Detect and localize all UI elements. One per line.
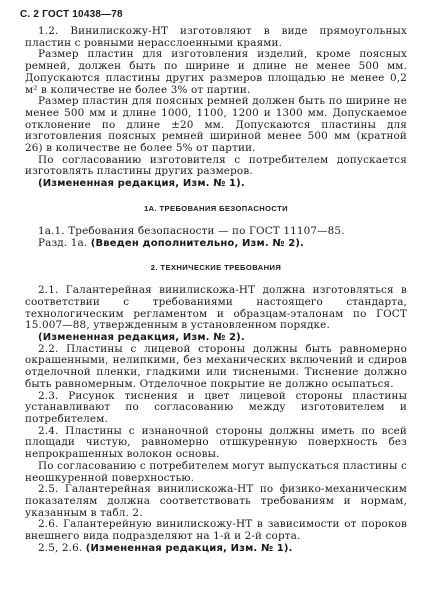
page-header: С. 2 ГОСТ 10438—78 (20, 9, 123, 20)
paragraph-2-1: 2.1. Галантерейная винилискожа-НТ должна изготовляться в соответствии с требованиями настоящего стандарта, технологическим регламентом и образцам-эталонам по ГОСТ 15.007—88, утвержденным в установленном порядке. (25, 284, 407, 332)
section-ref-text: Разд. 1а. (38, 236, 91, 249)
paragraph-2-2: 2.2. Пластины с лицевой стороны должны быть равномерно окрашенными, нелипкими, без механических включений и сдиров отделочной пленки, гладкими или тиснеными. Тиснение должно быть равномерным. Отделочное покрытие не должно осыпаться. (25, 342, 407, 390)
amendment-note-1: (Измененная редакция, Изм. № 1). (38, 178, 245, 190)
paragraph-size-general: Размер пластин для изготовления изделий, кроме поясных ремней, должен быть по ширине и длине не менее 500 мм. Допускаются пластины других размеров площадью не менее 0,2 м² в количестве не более 3% от партии. (25, 48, 407, 96)
amendment-note-2: (Измененная редакция, Изм. № 2). (38, 332, 245, 344)
paragraph-2-5-2-6-note (25, 543, 407, 555)
paragraph-2-6: 2.6. Галантерейную винилискожу-НТ в зависимости от пороков внешнего вида подразделяют на 1-й и 2-й сорта. (25, 518, 407, 543)
section-title-technical: 2. ТЕХНИЧЕСКИЕ ТРЕБОВАНИЯ (150, 263, 282, 273)
document-body (25, 26, 407, 554)
paragraph-2-4: 2.4. Пластины с изнаночной стороны должны иметь по всей площади чистую, равномерно отшкуренную поверхность без непрокрашенных волокон основы. (25, 424, 407, 461)
paragraph-1a-1: 1а.1. Требования безопасности — по ГОСТ 11107—85. (38, 224, 345, 237)
paragraph-1-2: 1.2. Винилискожу-НТ изготовляют в виде прямоугольных пластин с ровными нерасслоенными краями. (25, 25, 407, 49)
paragraph-1a-note (25, 238, 407, 250)
paragraph-2-4-addendum: По согласованию с потребителем могут выпускаться пластины с неошкуренной поверхностью. (25, 459, 407, 484)
paragraph-2-5: 2.5. Галантерейная винилискожа-НТ по физико-механическим показателям должна соответствовать требованиям и нормам, указанным в табл. 2. (25, 483, 407, 519)
paragraph-2-3: 2.3. Рисунок тиснения и цвет лицевой стороны пластины устанавливают по согласованию между изготовителем и потребителем. (25, 389, 407, 425)
section-title-safety: 1А. ТРЕБОВАНИЯ БЕЗОПАСНОСТИ (143, 203, 289, 213)
paragraph-size-belts: Размер пластин для поясных ремней должен быть по ширине не менее 500 мм и длине 1000, 1100, 1200 и 1300 мм. Допускаемое отклонение по длине ±20 мм. Допускаются пластины для изготовления поясных ремней шириной менее 500 мм (кратной 26) в количестве не более 5% от партии. (25, 95, 407, 155)
amendment-note-3: (Измененная редакция, Изм. № 1). (85, 542, 293, 554)
paragraph-other-sizes: По согласованию изготовителя с потребителем допускается изготовлять пластины других размеров. (25, 153, 407, 178)
amendment-note-added: (Введен дополнительно, Изм. № 2). (90, 237, 305, 249)
clause-ref-text: 2.5, 2.6. (38, 541, 86, 554)
